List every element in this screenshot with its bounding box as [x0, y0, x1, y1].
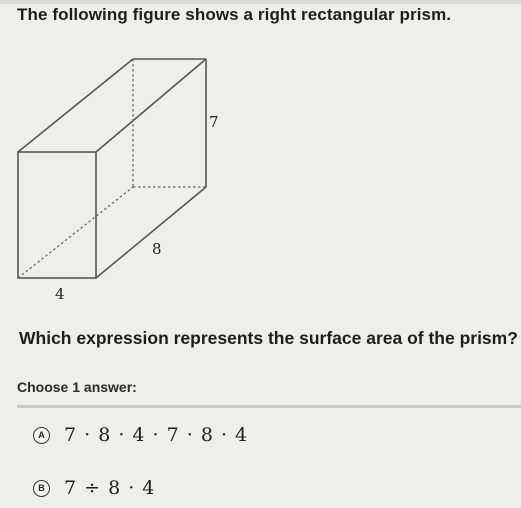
prism-bottom-right-edge: [96, 187, 206, 278]
label-depth: 8: [152, 240, 162, 258]
divider: [17, 405, 521, 408]
problem-prompt: The following figure shows a right rectangular prism.: [17, 5, 452, 24]
choose-label: Choose 1 answer:: [17, 379, 137, 395]
label-width: 4: [55, 285, 65, 303]
top-strip: [0, 0, 521, 4]
choice-a-letter-badge: A: [33, 427, 50, 444]
prism-top-left-edge: [18, 59, 133, 152]
choice-b-letter-badge: B: [33, 480, 50, 497]
prism-front-face: [18, 152, 96, 278]
prism-figure: [0, 40, 240, 310]
choice-b[interactable]: [33, 477, 155, 499]
prism-hidden-depth-edge: [18, 187, 133, 278]
choice-a[interactable]: [33, 424, 248, 446]
question-text: Which expression represents the surface area of the prism?: [19, 328, 518, 348]
label-height: 7: [209, 113, 219, 131]
prism-top-right-edge: [96, 59, 206, 152]
choice-a-expression: 7 · 8 · 4 · 7 · 8 · 4: [64, 424, 249, 446]
choice-b-expression: 7 ÷ 8 · 4: [64, 477, 156, 499]
